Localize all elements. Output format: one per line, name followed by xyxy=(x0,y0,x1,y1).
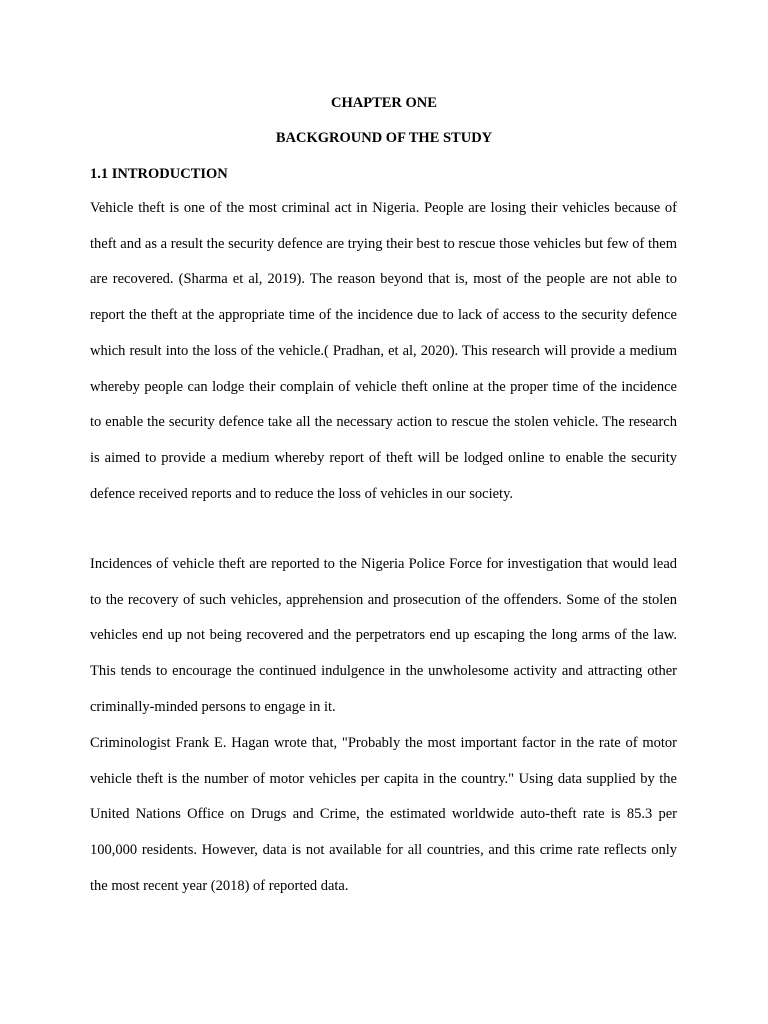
chapter-title: CHAPTER ONE xyxy=(331,95,437,111)
body-paragraph: Criminologist Frank E. Hagan wrote that, "Probably the most important factor in the rate of motor vehicle theft is the number of motor vehicles per capita in the country." Using data supplied by the United Nations Office on Drugs and Crime, the estimated worldwide auto-theft rate is 85.3 per 100,000 residents. However, data is not available for all countries, and this crime rate reflects only the most recent year (2018) of reported data. xyxy=(90,735,677,894)
body-paragraph: Incidences of vehicle theft are reported to the Nigeria Police Force for investigation that would lead to the recovery of such vehicles, apprehension and prosecution of the offenders. Some of the stolen vehicles end up not being recovered and the perpetrators end up escaping the long arms of the law. This tends to encourage the continued indulgence in the unwholesome activity and attracting other criminally-minded persons to engage in it. xyxy=(90,556,677,715)
chapter-subtitle: BACKGROUND OF THE STUDY xyxy=(275,130,493,146)
body-paragraph: Vehicle theft is one of the most criminal act in Nigeria. People are losing their vehicles because of theft and as a result the security defence are trying their best to rescue those vehicles but few of them are recovered. (Sharma et al, 2019). The reason beyond that is, most of the people are not able to report the theft at the appropriate time of the incidence due to lack of access to the security defence which result into the loss of the vehicle.( Pradhan, et al, 2020). This research will provide a medium whereby people can lodge their complain of vehicle theft online at the proper time of the incidence to enable the security defence take all the necessary action to rescue the stolen vehicle. The research is aimed to provide a medium whereby report of theft will be lodged online to enable the security defence received reports and to reduce the loss of vehicles in our society. xyxy=(90,200,677,502)
section-heading: 1.1 INTRODUCTION xyxy=(90,166,228,182)
